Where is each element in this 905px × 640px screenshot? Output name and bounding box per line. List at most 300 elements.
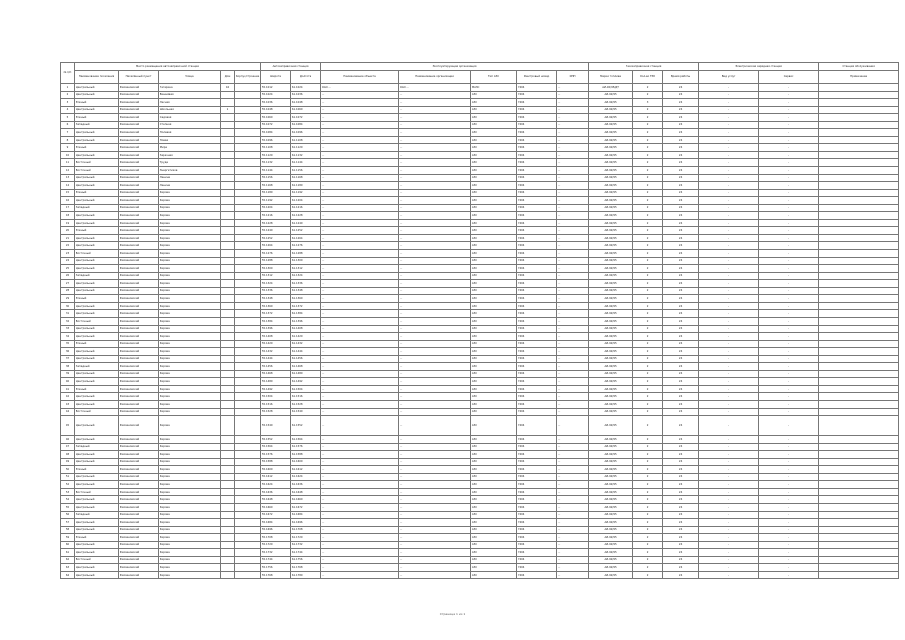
table-cell: Восточный [75, 167, 119, 175]
table-cell: АИ-92/95 [589, 556, 633, 564]
table-cell: ... [399, 265, 471, 273]
table-row [61, 378, 899, 386]
table-row [61, 182, 899, 190]
table-cell: Западный [75, 511, 119, 519]
table-cell: АИ-92/95 [589, 174, 633, 182]
table-cell: 54 [61, 496, 75, 504]
table-cell: ... [399, 106, 471, 114]
table-cell: 24 [663, 451, 699, 459]
table-cell: АИ-92/95 [589, 348, 633, 356]
table-cell: 61.1240 [291, 219, 321, 227]
table-cell: 2 [633, 378, 663, 386]
table-cell: 55.1072 [261, 121, 291, 129]
table-cell: 2 [633, 204, 663, 212]
table-cell: ... [321, 333, 399, 341]
table-cell: Кирова [159, 443, 221, 451]
table-cell: 55.1732 [261, 549, 291, 557]
table-cell: 7404 [517, 159, 557, 167]
col-header: Сервис [759, 71, 819, 84]
table-cell: Рахмановский [119, 295, 159, 303]
table-cell: - [699, 333, 759, 341]
table-row [61, 400, 899, 408]
table-cell: 2 [633, 265, 663, 273]
table-cell: АЗС [471, 151, 517, 159]
table-cell: ... [399, 363, 471, 371]
table-cell: - [759, 443, 819, 451]
table-row [61, 272, 899, 280]
table-cell: - [759, 159, 819, 167]
table-cell: Южный [75, 534, 119, 542]
col-header: Долгота [291, 71, 321, 84]
table-cell: - [699, 114, 759, 122]
table-cell: 55.1492 [261, 385, 291, 393]
table-cell: Рахмановский [119, 159, 159, 167]
table-cell: 55.1300 [261, 265, 291, 273]
table-cell [221, 503, 235, 511]
table-cell: ... [321, 219, 399, 227]
table-cell: 24 [663, 348, 699, 356]
table-cell: 2 [633, 280, 663, 288]
table-cell: Центральный [75, 519, 119, 527]
table-cell [819, 526, 899, 534]
table-cell: 55.1216 [261, 212, 291, 220]
table-cell: ... [399, 340, 471, 348]
table-cell: АИ-92/95 [589, 385, 633, 393]
table-cell: АИ-92/95 [589, 534, 633, 542]
table-cell: ... [321, 519, 399, 527]
table-cell: Кирова [159, 317, 221, 325]
table-cell: 7404 [517, 385, 557, 393]
table-cell: ... [399, 378, 471, 386]
table-cell: 40 [61, 378, 75, 386]
table-cell: Заречная [159, 151, 221, 159]
table-cell: 22 [61, 242, 75, 250]
table-cell: 2 [633, 416, 663, 436]
table-cell: Рахмановский [119, 363, 159, 371]
group-header: Эксплуатирующая организация [321, 63, 589, 71]
table-cell: 12 [61, 167, 75, 175]
table-cell: ... [321, 136, 399, 144]
table-cell: Рахмановский [119, 333, 159, 341]
table-cell: - [699, 91, 759, 99]
table-cell [221, 393, 235, 401]
table-row [61, 571, 899, 579]
table-cell: 7404 [517, 370, 557, 378]
table-cell: Рахмановский [119, 167, 159, 175]
table-cell: ... [399, 302, 471, 310]
table-cell: ... [399, 151, 471, 159]
table-cell: 7404 [517, 295, 557, 303]
table-cell: Кирова [159, 378, 221, 386]
table-row [61, 511, 899, 519]
table-cell: Рахмановский [119, 571, 159, 579]
table-cell: Рахмановский [119, 355, 159, 363]
table-cell: АЗС [471, 197, 517, 205]
table-cell: Рахмановский [119, 473, 159, 481]
table-cell: - [759, 363, 819, 371]
table-cell: ... [321, 121, 399, 129]
table-cell: АИ-92/95 [589, 340, 633, 348]
table-cell: Труда [159, 159, 221, 167]
table-cell: ... [557, 317, 589, 325]
table-cell: 55.1108 [261, 144, 291, 152]
table-cell: 58 [61, 526, 75, 534]
table-cell: Рахмановский [119, 534, 159, 542]
table-cell: ... [557, 144, 589, 152]
table-cell: 61.1468 [291, 363, 321, 371]
table-row [61, 503, 899, 511]
table-cell: АИ-92/95 [589, 310, 633, 318]
table-cell [221, 325, 235, 333]
table-cell [819, 436, 899, 444]
table-cell: - [699, 541, 759, 549]
table-cell: 2 [633, 250, 663, 258]
table-cell: ... [321, 466, 399, 474]
table-cell: - [699, 416, 759, 436]
table-row [61, 234, 899, 242]
table-cell: Рахмановский [119, 91, 159, 99]
table-cell: 24 [663, 541, 699, 549]
table-cell: ... [321, 549, 399, 557]
table-cell: ... [399, 416, 471, 436]
table-cell: Кирова [159, 458, 221, 466]
table-row [61, 197, 899, 205]
table-cell: Центральный [75, 416, 119, 436]
table-cell: 2 [633, 385, 663, 393]
table-cell: ... [321, 458, 399, 466]
table-row [61, 302, 899, 310]
table-cell: Южный [75, 295, 119, 303]
table-row [61, 114, 899, 122]
table-cell: - [699, 511, 759, 519]
table-cell: АИ-92/95 [589, 541, 633, 549]
table-cell: Кирова [159, 503, 221, 511]
table-cell: ... [399, 355, 471, 363]
table-cell: ... [321, 189, 399, 197]
table-cell [235, 287, 261, 295]
stations-table [60, 62, 899, 579]
table-cell: 61.1492 [291, 378, 321, 386]
table-cell [221, 129, 235, 137]
table-cell: 55.1708 [261, 534, 291, 542]
table-cell: 61.1624 [291, 473, 321, 481]
table-cell: Рахмановский [119, 400, 159, 408]
table-cell [819, 488, 899, 496]
table-cell: АИ-92/95 [589, 466, 633, 474]
table-cell [221, 363, 235, 371]
table-cell [819, 473, 899, 481]
table-cell: - [699, 473, 759, 481]
table-cell: 55.1396 [261, 325, 291, 333]
table-cell: 61.1504 [291, 385, 321, 393]
table-cell: 24 [663, 265, 699, 273]
table-cell: ... [321, 250, 399, 258]
table-cell [221, 227, 235, 235]
table-cell: ... [321, 451, 399, 459]
table-cell: 7404 [517, 556, 557, 564]
table-cell: 61.1036 [291, 91, 321, 99]
table-row [61, 385, 899, 393]
table-cell: 24 [663, 333, 699, 341]
table-cell: 7404 [517, 458, 557, 466]
table-cell: 2 [633, 526, 663, 534]
table-cell: ... [399, 204, 471, 212]
table-cell: 2 [633, 151, 663, 159]
table-cell: Кирова [159, 363, 221, 371]
table-cell: - [759, 182, 819, 190]
table-cell: 55.1312 [261, 272, 291, 280]
table-cell: 61 [61, 549, 75, 557]
table-row [61, 534, 899, 542]
table-cell: 61.1348 [291, 287, 321, 295]
table-cell: 2 [633, 106, 663, 114]
table-cell: Восточный [75, 488, 119, 496]
table-cell: - [699, 481, 759, 489]
table-cell: 7404 [517, 129, 557, 137]
table-row [61, 227, 899, 235]
table-cell: Гагарина [159, 84, 221, 92]
table-cell: - [759, 333, 819, 341]
table-cell: АЗС [471, 370, 517, 378]
table-cell: Центральный [75, 564, 119, 572]
table-cell: 7404 [517, 84, 557, 92]
table-cell: 61.1228 [291, 212, 321, 220]
table-cell: - [759, 393, 819, 401]
table-cell: 61.1516 [291, 393, 321, 401]
table-cell: ... [399, 242, 471, 250]
table-cell [819, 378, 899, 386]
table-cell: Центральный [75, 302, 119, 310]
table-cell: - [759, 106, 819, 114]
table-cell: - [699, 317, 759, 325]
table-cell: - [699, 219, 759, 227]
table-row [61, 473, 899, 481]
table-cell: Центральный [75, 151, 119, 159]
table-cell: 49 [61, 458, 75, 466]
table-cell: ... [557, 355, 589, 363]
table-row [61, 556, 899, 564]
table-cell: 24 [663, 436, 699, 444]
table-cell: 24 [663, 242, 699, 250]
table-cell [221, 174, 235, 182]
table-cell: 24 [663, 534, 699, 542]
table-cell: 55.1420 [261, 340, 291, 348]
table-cell: АИ-92/95 [589, 99, 633, 107]
table-cell: Центральный [75, 136, 119, 144]
table-cell: Кирова [159, 242, 221, 250]
table-cell: Рахмановский [119, 466, 159, 474]
table-cell: АИ-92/95 [589, 151, 633, 159]
table-row [61, 99, 899, 107]
table-cell [819, 159, 899, 167]
table-cell: 55 [61, 503, 75, 511]
table-cell: 7404 [517, 571, 557, 579]
table-cell: Кирова [159, 496, 221, 504]
table-cell: ... [557, 250, 589, 258]
table-cell: ... [321, 340, 399, 348]
table-cell: 55.1756 [261, 564, 291, 572]
table-cell: 55.1324 [261, 280, 291, 288]
table-cell: 24 [663, 159, 699, 167]
table-cell [221, 242, 235, 250]
table-cell: - [759, 541, 819, 549]
table-cell: 7404 [517, 443, 557, 451]
table-cell: Кирова [159, 385, 221, 393]
table-row [61, 348, 899, 356]
table-cell: - [699, 451, 759, 459]
table-cell: 2 [633, 511, 663, 519]
table-cell: ... [557, 167, 589, 175]
table-cell: ... [321, 363, 399, 371]
table-cell: Рахмановский [119, 182, 159, 190]
table-cell: ... [399, 129, 471, 137]
table-cell: ... [321, 488, 399, 496]
table-cell: АИ-92/95 [589, 287, 633, 295]
table-row [61, 121, 899, 129]
table-cell: 2 [633, 295, 663, 303]
table-cell: АИ-92/95 [589, 325, 633, 333]
table-cell: ... [399, 227, 471, 235]
table-cell: 61.1708 [291, 526, 321, 534]
table-cell: 2 [633, 340, 663, 348]
table-cell: 55.1204 [261, 204, 291, 212]
table-cell: - [699, 488, 759, 496]
table-cell: Энергетиков [159, 167, 221, 175]
table-cell: - [699, 385, 759, 393]
table-cell: ... [321, 310, 399, 318]
table-cell: Рахмановский [119, 556, 159, 564]
table-cell: Кирова [159, 408, 221, 416]
table-cell: 24 [663, 204, 699, 212]
table-cell: - [699, 136, 759, 144]
table-cell: - [699, 174, 759, 182]
table-cell: 24 [663, 340, 699, 348]
table-cell: 2 [633, 473, 663, 481]
table-cell: АЗС [471, 340, 517, 348]
table-cell: АИ-92/95 [589, 488, 633, 496]
table-row [61, 242, 899, 250]
table-cell: ... [321, 197, 399, 205]
table-cell: 7404 [517, 549, 557, 557]
table-cell: Рахмановский [119, 204, 159, 212]
table-cell: АЗС [471, 302, 517, 310]
table-cell [235, 488, 261, 496]
table-cell: АЗС [471, 511, 517, 519]
table-cell: Рахмановский [119, 219, 159, 227]
table-cell: 50 [61, 466, 75, 474]
table-cell: - [759, 416, 819, 436]
table-cell [221, 159, 235, 167]
table-cell: 2 [633, 129, 663, 137]
table-cell: ... [557, 443, 589, 451]
table-cell: 37 [61, 355, 75, 363]
table-cell [235, 541, 261, 549]
table-cell: ... [321, 473, 399, 481]
table-cell: - [759, 227, 819, 235]
table-cell [235, 400, 261, 408]
table-cell: Центральный [75, 174, 119, 182]
table-cell: 7404 [517, 242, 557, 250]
table-row [61, 488, 899, 496]
table-cell: 7404 [517, 265, 557, 273]
table-cell: 55.1684 [261, 519, 291, 527]
table-cell: - [699, 280, 759, 288]
table-cell: ... [557, 511, 589, 519]
table-cell: АИ-92/95 [589, 272, 633, 280]
table-cell: 7404 [517, 348, 557, 356]
table-cell: Рахмановский [119, 519, 159, 527]
table-cell: 55.1588 [261, 458, 291, 466]
table-cell: 16 [61, 197, 75, 205]
table-cell: Рахмановский [119, 197, 159, 205]
table-cell [221, 219, 235, 227]
table-cell [235, 526, 261, 534]
table-cell: 24 [663, 121, 699, 129]
table-cell: ... [399, 234, 471, 242]
table-cell: - [699, 227, 759, 235]
table-cell [235, 325, 261, 333]
table-cell: 24 [663, 378, 699, 386]
table-row [61, 295, 899, 303]
table-cell: АЗС [471, 385, 517, 393]
table-cell: Центральный [75, 355, 119, 363]
table-cell: - [759, 400, 819, 408]
table-cell: Центральный [75, 106, 119, 114]
table-cell: АЗС [471, 174, 517, 182]
table-cell: Полевая [159, 129, 221, 137]
table-cell [819, 348, 899, 356]
table-cell: 61.1480 [291, 370, 321, 378]
table-cell: 61.1252 [291, 227, 321, 235]
table-cell: 2 [633, 333, 663, 341]
table-cell: ... [557, 204, 589, 212]
table-cell: ... [557, 549, 589, 557]
table-cell: 2 [633, 363, 663, 371]
table-cell: Центральный [75, 549, 119, 557]
table-cell: 24 [663, 257, 699, 265]
table-cell: - [759, 295, 819, 303]
table-cell: 7404 [517, 363, 557, 371]
table-cell: Восточный [75, 556, 119, 564]
table-cell: Рахмановский [119, 436, 159, 444]
table-cell: ... [399, 114, 471, 122]
table-cell: Кирова [159, 189, 221, 197]
table-cell: 55.1696 [261, 526, 291, 534]
table-cell: 14 [61, 182, 75, 190]
table-cell: Центральный [75, 91, 119, 99]
table-cell: Южный [75, 189, 119, 197]
table-cell: ... [557, 571, 589, 579]
table-cell: ... [399, 473, 471, 481]
table-cell: 61.1156 [291, 167, 321, 175]
table-cell [819, 212, 899, 220]
table-cell: 7404 [517, 144, 557, 152]
table-cell: 55.1744 [261, 556, 291, 564]
table-cell [235, 151, 261, 159]
table-cell: 31 [61, 310, 75, 318]
table-cell: АИ-92/95 [589, 443, 633, 451]
table-cell: - [699, 287, 759, 295]
table-cell: 2 [633, 451, 663, 459]
table-cell: АЗС [471, 549, 517, 557]
table-cell: - [699, 310, 759, 318]
table-cell: - [699, 182, 759, 190]
table-cell: АИ-92/95 [589, 571, 633, 579]
table-cell: 28 [61, 287, 75, 295]
table-cell: АЗС [471, 541, 517, 549]
table-cell: АЗС [471, 219, 517, 227]
table-cell: Центральный [75, 129, 119, 137]
